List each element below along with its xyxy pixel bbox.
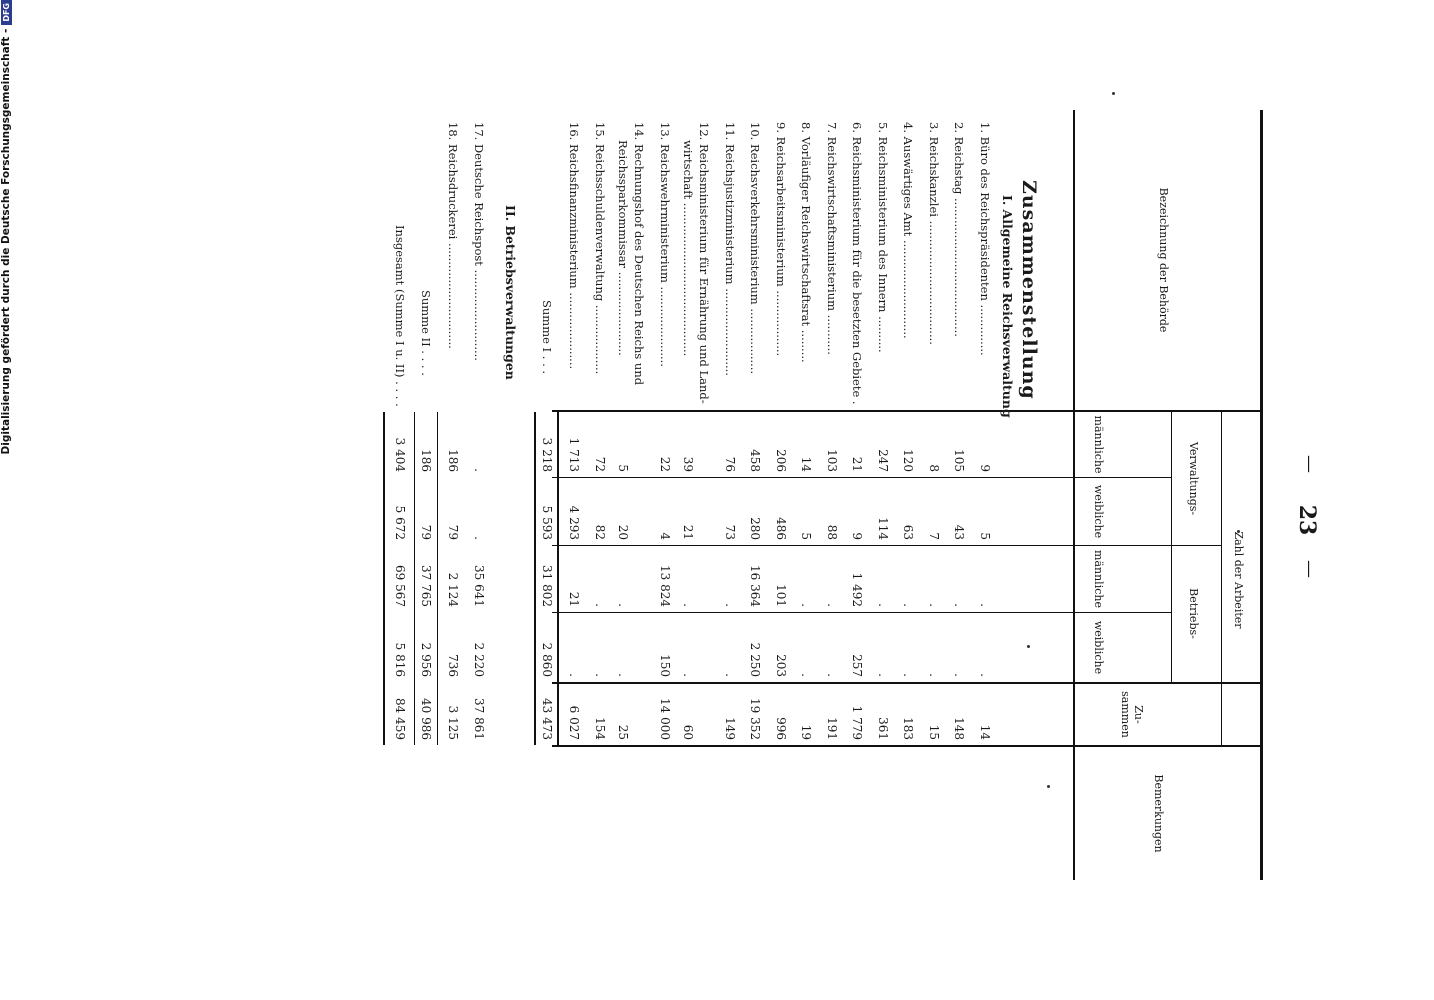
row-name-cont: wirtschaft .......................................... xyxy=(681,140,696,357)
row-name: 15. Reichsschuldenverwaltung ................... xyxy=(593,122,607,375)
page-number: 23 xyxy=(1294,504,1320,536)
header-bemerkungen: Bemerkungen xyxy=(1152,774,1165,853)
row-14-vw: 20 xyxy=(616,524,631,540)
row-5-bw: . xyxy=(876,673,890,677)
row-12-bw: . xyxy=(681,673,696,677)
row-16-bw: . xyxy=(567,673,582,677)
row-1-sum: 14 xyxy=(978,724,992,740)
row-13-vw: 4 xyxy=(658,532,672,540)
header-verwaltung: Verwaltungs- xyxy=(1187,441,1200,516)
row-3-bw: . xyxy=(927,673,941,677)
row-18-vw: 79 xyxy=(446,524,461,540)
summe-1-label: Summe I . . . xyxy=(540,300,554,375)
total-vm: 3 404 xyxy=(393,437,407,472)
row-11-vm: 76 xyxy=(723,456,737,472)
row-3-vm: 8 xyxy=(927,464,941,472)
table-header-rule xyxy=(1073,110,1075,880)
row-11-bw: . xyxy=(723,673,737,677)
header-verw-maennlich: männliche xyxy=(1092,415,1105,474)
header-zusammen: Zu- sammen xyxy=(1119,691,1145,738)
row-2-bm: . xyxy=(952,603,967,607)
row-15-bm: . xyxy=(593,603,607,607)
row-8-sum: 19 xyxy=(799,724,814,740)
row-12-sum: 60 xyxy=(681,724,696,740)
page-dash-right: — xyxy=(1299,560,1320,578)
row-17-bm: 35 641 xyxy=(472,565,486,607)
row-7-bw: . xyxy=(825,673,839,677)
row-name: 12. Reichsministerium für Ernährung und Land- xyxy=(697,122,712,404)
sum-rule xyxy=(534,412,536,745)
row-13-vm: 22 xyxy=(658,456,672,472)
summe-1-vm: 3 218 xyxy=(540,437,554,472)
row-name: 2. Reichstag ...................................... xyxy=(952,122,967,337)
summe-2-vm: 186 xyxy=(419,449,433,472)
summe-2-bw: 2 956 xyxy=(419,642,433,677)
row-12-bm: . xyxy=(681,603,696,607)
summe-2-bm: 37 765 xyxy=(419,565,433,607)
row-name: 13. Reichswehrministerium ...................... xyxy=(658,122,672,367)
row-name: 7. Reichswirtschaftsministerium ........... xyxy=(825,122,839,355)
row-6-vm: 21 xyxy=(850,456,865,472)
row-4-bw: . xyxy=(901,673,916,677)
header-verw-weiblich: weibliche xyxy=(1092,484,1105,539)
page-dash-left: — xyxy=(1299,455,1320,473)
row-10-sum: 19 352 xyxy=(748,698,763,740)
row-name: 17. Deutsche Reichspost ......................... xyxy=(472,122,486,361)
row-17-bw: 2 220 xyxy=(472,642,486,677)
row-8-vw: 5 xyxy=(799,532,814,540)
row-11-bm: . xyxy=(723,603,737,607)
header-zahl: Zahl der Arbeiter xyxy=(1232,531,1245,629)
row-8-bw: . xyxy=(799,673,814,677)
row-7-sum: 191 xyxy=(825,717,839,740)
sum-rule xyxy=(437,412,438,745)
summe-2-label: Summe II . . . . xyxy=(419,290,433,376)
row-9-bm: 101 xyxy=(774,584,788,607)
row-name: 11. Reichsjustizministerium ........................ xyxy=(723,122,737,376)
row-10-bw: 2 250 xyxy=(748,642,763,677)
row-5-vw: 114 xyxy=(876,517,890,540)
summe-1-bm: 31 802 xyxy=(540,565,554,607)
header-betr-maennlich: männliche xyxy=(1092,550,1105,608)
row-name: 6. Reichsministerium für die besetzten Gebiete . xyxy=(850,122,865,405)
row-2-sum: 148 xyxy=(952,717,967,740)
table-title: Zusammenstellung xyxy=(1018,180,1040,400)
row-13-sum: 14 000 xyxy=(658,698,672,740)
row-6-bw: 257 xyxy=(850,654,865,677)
header-behoerde: Bezeichnung der Behörde xyxy=(1157,187,1170,333)
summe-2-vw: 79 xyxy=(419,524,433,540)
row-16-bm: 21 xyxy=(567,591,582,607)
total-vw: 5 672 xyxy=(393,505,407,540)
summe-1-sum: 43 473 xyxy=(540,698,554,740)
row-name: 14. Rechnungshof des Deutschen Reichs und xyxy=(632,122,647,386)
row-1-vm: 9 xyxy=(978,464,992,472)
row-12-vw: 21 xyxy=(681,524,696,540)
row-6-bm: 1 492 xyxy=(850,572,865,607)
row-10-vw: 280 xyxy=(748,517,763,540)
row-2-vw: 43 xyxy=(952,524,967,540)
row-18-sum: 3 125 xyxy=(446,705,461,740)
row-name: 8. Vorläufiger Reichswirtschaftsrat ......... xyxy=(799,122,814,363)
row-name: 16. Reichsfinanzministerium ..................... xyxy=(567,122,582,370)
row-3-sum: 15 xyxy=(927,724,941,740)
row-15-vm: 72 xyxy=(593,456,607,472)
row-name-cont: Reichssparkommissar ....................... xyxy=(616,140,631,356)
digitization-credit xyxy=(0,0,16,1000)
section-2-label: II. Betriebsverwaltungen xyxy=(503,205,518,380)
col-divider-3 xyxy=(552,612,1172,613)
summe-2-sum: 40 986 xyxy=(419,698,433,740)
header-betr-weiblich: weibliche xyxy=(1092,620,1105,675)
row-4-bm: . xyxy=(901,603,916,607)
header-betriebs: Betriebs- xyxy=(1187,588,1200,639)
print-speck xyxy=(1047,785,1050,788)
row-name: 3. Reichskanzlei .................................. xyxy=(927,122,941,345)
row-3-bm: . xyxy=(927,603,941,607)
summe-1-vw: 5 593 xyxy=(540,505,554,540)
row-13-bm: 13 824 xyxy=(658,565,672,607)
row-5-bm: . xyxy=(876,603,890,607)
row-4-vw: 63 xyxy=(901,524,916,540)
total-bm: 69 567 xyxy=(393,565,407,607)
row-6-vw: 9 xyxy=(850,532,865,540)
header-rule-zahl xyxy=(1221,412,1222,745)
row-15-bw: . xyxy=(593,673,607,677)
row-16-vw: 4 293 xyxy=(567,505,582,540)
row-13-bw: 150 xyxy=(658,654,672,677)
row-12-vm: 39 xyxy=(681,456,696,472)
row-name: 5. Reichsministerium des Innern .......... xyxy=(876,122,890,353)
row-1-bw: . xyxy=(978,673,992,677)
print-speck xyxy=(1027,645,1030,648)
row-4-sum: 183 xyxy=(901,717,916,740)
row-17-vw: . xyxy=(472,536,486,540)
credit-text: Digitalisierung gefördert durch die Deutsche Forschungsgemeinschaft - xyxy=(0,28,12,455)
total-sum: 84 459 xyxy=(393,698,407,740)
row-11-vw: 73 xyxy=(723,524,737,540)
row-9-sum: 996 xyxy=(774,717,788,740)
row-18-bw: 736 xyxy=(446,654,461,677)
document-page xyxy=(393,0,1340,1000)
sum-rule xyxy=(414,412,415,745)
row-14-sum: 25 xyxy=(616,724,631,740)
row-name: 10. Reichsverkehrsministerium .................. xyxy=(748,122,763,375)
row-1-bm: . xyxy=(978,603,992,607)
section-1-label: I. Allgemeine Reichsverwaltung xyxy=(1000,195,1015,418)
row-8-vm: 14 xyxy=(799,456,814,472)
row-7-vm: 103 xyxy=(825,449,839,472)
row-2-bw: . xyxy=(952,673,967,677)
row-name: 18. Reichsdruckerei ............................. xyxy=(446,122,461,349)
row-name: 1. Büro des Reichspräsidenten .............. xyxy=(978,122,992,356)
row-11-sum: 149 xyxy=(723,717,737,740)
row-9-vm: 206 xyxy=(774,449,788,472)
row-name: 4. Auswärtiges Amt ........................... xyxy=(901,122,916,339)
row-9-bw: 203 xyxy=(774,654,788,677)
sum-rule xyxy=(557,412,559,745)
row-7-vw: 88 xyxy=(825,524,839,540)
row-14-bm: . xyxy=(616,603,631,607)
total-bw: 5 816 xyxy=(393,642,407,677)
row-17-sum: 37 861 xyxy=(472,698,486,740)
row-5-sum: 361 xyxy=(876,717,890,740)
row-3-vw: 7 xyxy=(927,532,941,540)
row-18-vm: 186 xyxy=(446,449,461,472)
row-14-bw: . xyxy=(616,673,631,677)
total-label: Insgesamt (Summe I u. II) . . . . xyxy=(393,225,407,407)
summe-1-bw: 2 860 xyxy=(540,642,554,677)
row-6-sum: 1 779 xyxy=(850,705,865,740)
row-7-bm: . xyxy=(825,603,839,607)
row-16-sum: 6 027 xyxy=(567,705,582,740)
row-10-bm: 16 364 xyxy=(748,565,763,607)
row-17-vm: . xyxy=(472,468,486,472)
row-5-vm: 247 xyxy=(876,449,890,472)
row-8-bm: . xyxy=(799,603,814,607)
row-9-vw: 486 xyxy=(774,517,788,540)
header-rule-groups xyxy=(1171,412,1172,682)
row-1-vw: 5 xyxy=(978,532,992,540)
row-4-vm: 120 xyxy=(901,449,916,472)
row-2-vm: 105 xyxy=(952,449,967,472)
row-18-bm: 2 124 xyxy=(446,572,461,607)
row-14-vm: 5 xyxy=(616,464,631,472)
sum-rule xyxy=(383,412,385,745)
row-15-vw: 82 xyxy=(593,524,607,540)
dfg-logo: DFG xyxy=(1,0,12,25)
table-top-rule xyxy=(1260,110,1263,880)
print-speck xyxy=(1112,92,1115,95)
row-10-vm: 458 xyxy=(748,449,763,472)
row-16-vm: 1 713 xyxy=(567,437,582,472)
row-name: 9. Reichsarbeitsministerium .................. xyxy=(774,122,788,357)
row-15-sum: 154 xyxy=(593,717,607,740)
